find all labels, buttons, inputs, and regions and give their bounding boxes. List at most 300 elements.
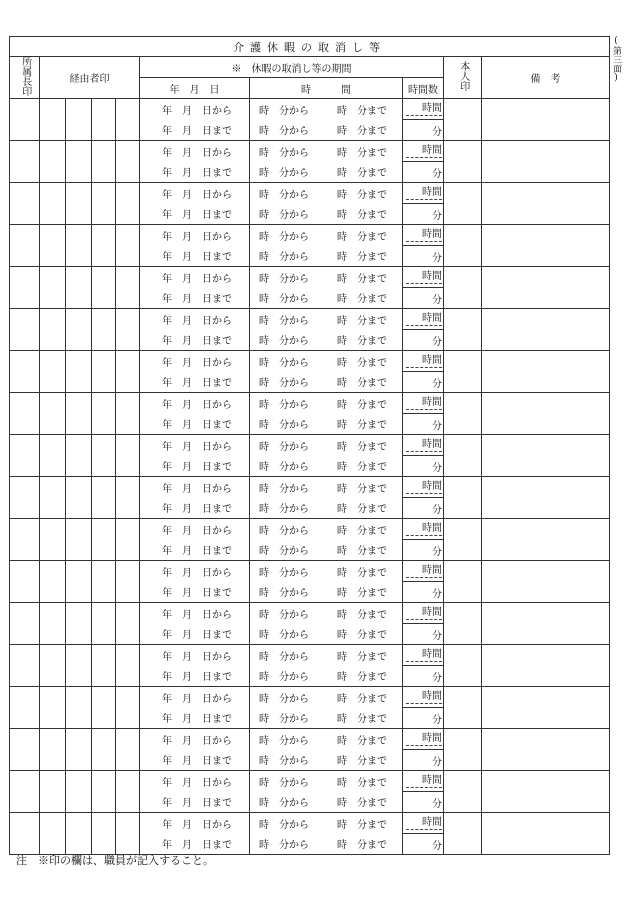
to-time-field-a[interactable]: 時 分まで	[337, 231, 387, 243]
time-range-from[interactable]	[250, 687, 403, 708]
time-range-from[interactable]	[250, 561, 403, 582]
from-date-field[interactable]: 年 月 日から	[140, 393, 250, 414]
from-time-field-b[interactable]: 時 分から	[259, 630, 309, 642]
time-range-to[interactable]	[250, 456, 403, 477]
to-date-field[interactable]: 年 月 日まで	[140, 834, 250, 855]
from-time-field[interactable]: 時 分から	[259, 525, 309, 537]
hours-field[interactable]	[403, 477, 444, 498]
honnin-seal-cell[interactable]	[444, 393, 482, 435]
shozoku-seal-cell[interactable]	[10, 813, 40, 855]
to-date-field[interactable]: 年 月 日まで	[140, 456, 250, 477]
from-time-field-b[interactable]: 時 分から	[259, 504, 309, 516]
shozoku-seal-cell[interactable]	[10, 729, 40, 771]
from-time-field-b[interactable]: 時 分から	[259, 168, 309, 180]
time-range-from[interactable]	[250, 351, 403, 372]
to-time-field[interactable]: 時 分まで	[337, 504, 387, 516]
hours-field[interactable]	[403, 99, 444, 120]
honnin-seal-cell[interactable]	[444, 603, 482, 645]
from-time-field[interactable]: 時 分から	[259, 693, 309, 705]
from-time-field-b[interactable]: 時 分から	[259, 336, 309, 348]
hours-field[interactable]	[403, 645, 444, 666]
minutes-field[interactable]: 分	[403, 288, 444, 309]
to-time-field[interactable]: 時 分まで	[337, 378, 387, 390]
keiyu-seal-cell-3[interactable]	[92, 351, 116, 393]
time-range-from[interactable]	[250, 771, 403, 792]
from-date-field[interactable]: 年 月 日から	[140, 267, 250, 288]
keiyu-seal-cell-2[interactable]	[66, 687, 92, 729]
from-time-field[interactable]: 時 分から	[259, 483, 309, 495]
to-time-field[interactable]: 時 分まで	[337, 168, 387, 180]
keiyu-seal-cell-2[interactable]	[66, 645, 92, 687]
keiyu-seal-cell-4[interactable]	[116, 141, 140, 183]
to-date-field[interactable]: 年 月 日まで	[140, 708, 250, 729]
honnin-seal-cell[interactable]	[444, 561, 482, 603]
from-date-field[interactable]: 年 月 日から	[140, 435, 250, 456]
keiyu-seal-cell-2[interactable]	[66, 267, 92, 309]
minutes-field[interactable]: 分	[403, 834, 444, 855]
shozoku-seal-cell[interactable]	[10, 435, 40, 477]
minutes-field[interactable]: 分	[403, 750, 444, 771]
to-date-field[interactable]: 年 月 日まで	[140, 246, 250, 267]
biko-cell[interactable]	[482, 183, 610, 225]
time-range-to[interactable]	[250, 288, 403, 309]
biko-cell[interactable]	[482, 267, 610, 309]
honnin-seal-cell[interactable]	[444, 477, 482, 519]
time-range-to[interactable]	[250, 624, 403, 645]
keiyu-seal-cell-4[interactable]	[116, 477, 140, 519]
from-time-field[interactable]: 時 分から	[259, 357, 309, 369]
to-date-field[interactable]: 年 月 日まで	[140, 372, 250, 393]
keiyu-seal-cell-1[interactable]	[40, 813, 66, 855]
minutes-field[interactable]: 分	[403, 120, 444, 141]
shozoku-seal-cell[interactable]	[10, 225, 40, 267]
minutes-field[interactable]: 分	[403, 372, 444, 393]
time-range-from[interactable]	[250, 729, 403, 750]
keiyu-seal-cell-2[interactable]	[66, 309, 92, 351]
keiyu-seal-cell-2[interactable]	[66, 99, 92, 141]
to-time-field[interactable]: 時 分まで	[337, 546, 387, 558]
keiyu-seal-cell-1[interactable]	[40, 225, 66, 267]
to-time-field[interactable]: 時 分まで	[337, 798, 387, 810]
biko-cell[interactable]	[482, 309, 610, 351]
keiyu-seal-cell-4[interactable]	[116, 729, 140, 771]
from-date-field[interactable]: 年 月 日から	[140, 561, 250, 582]
hours-field[interactable]	[403, 729, 444, 750]
shozoku-seal-cell[interactable]	[10, 561, 40, 603]
to-time-field[interactable]: 時 分まで	[337, 840, 387, 852]
from-time-field[interactable]: 時 分から	[259, 315, 309, 327]
shozoku-seal-cell[interactable]	[10, 393, 40, 435]
from-time-field[interactable]: 時 分から	[259, 441, 309, 453]
minutes-field[interactable]: 分	[403, 582, 444, 603]
time-range-to[interactable]	[250, 330, 403, 351]
time-range-to[interactable]	[250, 246, 403, 267]
biko-cell[interactable]	[482, 729, 610, 771]
from-time-field[interactable]: 時 分から	[259, 651, 309, 663]
shozoku-seal-cell[interactable]	[10, 351, 40, 393]
keiyu-seal-cell-1[interactable]	[40, 141, 66, 183]
keiyu-seal-cell-1[interactable]	[40, 687, 66, 729]
keiyu-seal-cell-4[interactable]	[116, 99, 140, 141]
time-range-to[interactable]	[250, 834, 403, 855]
keiyu-seal-cell-2[interactable]	[66, 225, 92, 267]
biko-cell[interactable]	[482, 687, 610, 729]
keiyu-seal-cell-2[interactable]	[66, 603, 92, 645]
hours-field[interactable]	[403, 351, 444, 372]
to-time-field-a[interactable]: 時 分まで	[337, 777, 387, 789]
hours-field[interactable]	[403, 183, 444, 204]
keiyu-seal-cell-4[interactable]	[116, 603, 140, 645]
keiyu-seal-cell-3[interactable]	[92, 183, 116, 225]
biko-cell[interactable]	[482, 351, 610, 393]
time-range-from[interactable]	[250, 393, 403, 414]
time-range-to[interactable]	[250, 498, 403, 519]
to-time-field[interactable]: 時 分まで	[337, 714, 387, 726]
to-date-field[interactable]: 年 月 日まで	[140, 666, 250, 687]
from-time-field-b[interactable]: 時 分から	[259, 210, 309, 222]
from-date-field[interactable]: 年 月 日から	[140, 771, 250, 792]
to-time-field-a[interactable]: 時 分まで	[337, 399, 387, 411]
to-date-field[interactable]: 年 月 日まで	[140, 288, 250, 309]
to-date-field[interactable]: 年 月 日まで	[140, 624, 250, 645]
to-time-field-a[interactable]: 時 分まで	[337, 651, 387, 663]
from-time-field-b[interactable]: 時 分から	[259, 588, 309, 600]
to-time-field-a[interactable]: 時 分まで	[337, 147, 387, 159]
keiyu-seal-cell-1[interactable]	[40, 519, 66, 561]
from-date-field[interactable]: 年 月 日から	[140, 687, 250, 708]
keiyu-seal-cell-1[interactable]	[40, 477, 66, 519]
honnin-seal-cell[interactable]	[444, 141, 482, 183]
from-time-field[interactable]: 時 分から	[259, 735, 309, 747]
honnin-seal-cell[interactable]	[444, 813, 482, 855]
keiyu-seal-cell-4[interactable]	[116, 813, 140, 855]
time-range-from[interactable]	[250, 603, 403, 624]
time-range-to[interactable]	[250, 666, 403, 687]
to-time-field-a[interactable]: 時 分まで	[337, 735, 387, 747]
keiyu-seal-cell-4[interactable]	[116, 183, 140, 225]
biko-cell[interactable]	[482, 477, 610, 519]
keiyu-seal-cell-1[interactable]	[40, 393, 66, 435]
keiyu-seal-cell-3[interactable]	[92, 561, 116, 603]
time-range-from[interactable]	[250, 645, 403, 666]
to-time-field-a[interactable]: 時 分まで	[337, 819, 387, 831]
keiyu-seal-cell-1[interactable]	[40, 561, 66, 603]
hours-field[interactable]	[403, 393, 444, 414]
minutes-field[interactable]: 分	[403, 708, 444, 729]
to-time-field-a[interactable]: 時 分まで	[337, 567, 387, 579]
to-date-field[interactable]: 年 月 日まで	[140, 162, 250, 183]
keiyu-seal-cell-1[interactable]	[40, 183, 66, 225]
time-range-from[interactable]	[250, 99, 403, 120]
time-range-to[interactable]	[250, 204, 403, 225]
to-time-field[interactable]: 時 分まで	[337, 630, 387, 642]
minutes-field[interactable]: 分	[403, 330, 444, 351]
biko-cell[interactable]	[482, 393, 610, 435]
keiyu-seal-cell-1[interactable]	[40, 645, 66, 687]
honnin-seal-cell[interactable]	[444, 267, 482, 309]
to-time-field-a[interactable]: 時 分まで	[337, 441, 387, 453]
from-date-field[interactable]: 年 月 日から	[140, 141, 250, 162]
minutes-field[interactable]: 分	[403, 456, 444, 477]
biko-cell[interactable]	[482, 813, 610, 855]
time-range-from[interactable]	[250, 309, 403, 330]
keiyu-seal-cell-2[interactable]	[66, 393, 92, 435]
shozoku-seal-cell[interactable]	[10, 603, 40, 645]
keiyu-seal-cell-1[interactable]	[40, 309, 66, 351]
from-time-field[interactable]: 時 分から	[259, 399, 309, 411]
minutes-field[interactable]: 分	[403, 246, 444, 267]
from-date-field[interactable]: 年 月 日から	[140, 351, 250, 372]
hours-field[interactable]	[403, 687, 444, 708]
keiyu-seal-cell-2[interactable]	[66, 141, 92, 183]
hours-field[interactable]	[403, 309, 444, 330]
minutes-field[interactable]: 分	[403, 204, 444, 225]
from-date-field[interactable]: 年 月 日から	[140, 603, 250, 624]
from-time-field-b[interactable]: 時 分から	[259, 756, 309, 768]
keiyu-seal-cell-3[interactable]	[92, 267, 116, 309]
to-date-field[interactable]: 年 月 日まで	[140, 750, 250, 771]
keiyu-seal-cell-1[interactable]	[40, 771, 66, 813]
from-date-field[interactable]: 年 月 日から	[140, 813, 250, 834]
from-time-field-b[interactable]: 時 分から	[259, 462, 309, 474]
to-time-field[interactable]: 時 分まで	[337, 420, 387, 432]
from-time-field[interactable]: 時 分から	[259, 189, 309, 201]
keiyu-seal-cell-3[interactable]	[92, 225, 116, 267]
honnin-seal-cell[interactable]	[444, 435, 482, 477]
from-time-field-b[interactable]: 時 分から	[259, 126, 309, 138]
keiyu-seal-cell-3[interactable]	[92, 813, 116, 855]
from-time-field[interactable]: 時 分から	[259, 147, 309, 159]
from-date-field[interactable]: 年 月 日から	[140, 729, 250, 750]
from-time-field-b[interactable]: 時 分から	[259, 252, 309, 264]
to-time-field[interactable]: 時 分まで	[337, 756, 387, 768]
from-time-field[interactable]: 時 分から	[259, 609, 309, 621]
keiyu-seal-cell-4[interactable]	[116, 771, 140, 813]
time-range-from[interactable]	[250, 225, 403, 246]
keiyu-seal-cell-1[interactable]	[40, 267, 66, 309]
from-date-field[interactable]: 年 月 日から	[140, 309, 250, 330]
shozoku-seal-cell[interactable]	[10, 771, 40, 813]
time-range-to[interactable]	[250, 120, 403, 141]
to-time-field[interactable]: 時 分まで	[337, 126, 387, 138]
to-time-field-a[interactable]: 時 分まで	[337, 483, 387, 495]
keiyu-seal-cell-4[interactable]	[116, 351, 140, 393]
to-time-field-a[interactable]: 時 分まで	[337, 315, 387, 327]
time-range-from[interactable]	[250, 267, 403, 288]
minutes-field[interactable]: 分	[403, 162, 444, 183]
time-range-from[interactable]	[250, 477, 403, 498]
keiyu-seal-cell-3[interactable]	[92, 477, 116, 519]
keiyu-seal-cell-1[interactable]	[40, 729, 66, 771]
to-date-field[interactable]: 年 月 日まで	[140, 540, 250, 561]
biko-cell[interactable]	[482, 771, 610, 813]
honnin-seal-cell[interactable]	[444, 351, 482, 393]
hours-field[interactable]	[403, 519, 444, 540]
to-time-field-a[interactable]: 時 分まで	[337, 693, 387, 705]
hours-field[interactable]	[403, 561, 444, 582]
from-date-field[interactable]: 年 月 日から	[140, 183, 250, 204]
to-date-field[interactable]: 年 月 日まで	[140, 414, 250, 435]
from-time-field-b[interactable]: 時 分から	[259, 294, 309, 306]
honnin-seal-cell[interactable]	[444, 99, 482, 141]
keiyu-seal-cell-1[interactable]	[40, 99, 66, 141]
keiyu-seal-cell-3[interactable]	[92, 309, 116, 351]
biko-cell[interactable]	[482, 561, 610, 603]
shozoku-seal-cell[interactable]	[10, 309, 40, 351]
honnin-seal-cell[interactable]	[444, 183, 482, 225]
shozoku-seal-cell[interactable]	[10, 477, 40, 519]
from-time-field[interactable]: 時 分から	[259, 105, 309, 117]
keiyu-seal-cell-4[interactable]	[116, 225, 140, 267]
to-time-field-a[interactable]: 時 分まで	[337, 525, 387, 537]
to-time-field[interactable]: 時 分まで	[337, 294, 387, 306]
time-range-to[interactable]	[250, 750, 403, 771]
keiyu-seal-cell-2[interactable]	[66, 351, 92, 393]
keiyu-seal-cell-3[interactable]	[92, 141, 116, 183]
keiyu-seal-cell-3[interactable]	[92, 771, 116, 813]
keiyu-seal-cell-2[interactable]	[66, 771, 92, 813]
biko-cell[interactable]	[482, 645, 610, 687]
keiyu-seal-cell-3[interactable]	[92, 435, 116, 477]
minutes-field[interactable]: 分	[403, 624, 444, 645]
biko-cell[interactable]	[482, 435, 610, 477]
to-date-field[interactable]: 年 月 日まで	[140, 792, 250, 813]
shozoku-seal-cell[interactable]	[10, 99, 40, 141]
from-time-field-b[interactable]: 時 分から	[259, 672, 309, 684]
minutes-field[interactable]: 分	[403, 666, 444, 687]
biko-cell[interactable]	[482, 603, 610, 645]
time-range-to[interactable]	[250, 792, 403, 813]
keiyu-seal-cell-3[interactable]	[92, 99, 116, 141]
minutes-field[interactable]: 分	[403, 414, 444, 435]
to-time-field-a[interactable]: 時 分まで	[337, 273, 387, 285]
time-range-from[interactable]	[250, 813, 403, 834]
keiyu-seal-cell-4[interactable]	[116, 519, 140, 561]
hours-field[interactable]	[403, 267, 444, 288]
keiyu-seal-cell-2[interactable]	[66, 813, 92, 855]
keiyu-seal-cell-1[interactable]	[40, 351, 66, 393]
keiyu-seal-cell-4[interactable]	[116, 435, 140, 477]
from-time-field[interactable]: 時 分から	[259, 819, 309, 831]
to-time-field-a[interactable]: 時 分まで	[337, 357, 387, 369]
biko-cell[interactable]	[482, 141, 610, 183]
keiyu-seal-cell-1[interactable]	[40, 435, 66, 477]
time-range-to[interactable]	[250, 582, 403, 603]
from-time-field[interactable]: 時 分から	[259, 231, 309, 243]
from-time-field-b[interactable]: 時 分から	[259, 840, 309, 852]
hours-field[interactable]	[403, 141, 444, 162]
to-date-field[interactable]: 年 月 日まで	[140, 204, 250, 225]
from-date-field[interactable]: 年 月 日から	[140, 99, 250, 120]
time-range-to[interactable]	[250, 540, 403, 561]
keiyu-seal-cell-4[interactable]	[116, 393, 140, 435]
honnin-seal-cell[interactable]	[444, 645, 482, 687]
honnin-seal-cell[interactable]	[444, 771, 482, 813]
keiyu-seal-cell-2[interactable]	[66, 477, 92, 519]
keiyu-seal-cell-3[interactable]	[92, 519, 116, 561]
shozoku-seal-cell[interactable]	[10, 267, 40, 309]
hours-field[interactable]	[403, 435, 444, 456]
time-range-to[interactable]	[250, 372, 403, 393]
keiyu-seal-cell-4[interactable]	[116, 645, 140, 687]
to-date-field[interactable]: 年 月 日まで	[140, 498, 250, 519]
from-time-field-b[interactable]: 時 分から	[259, 714, 309, 726]
time-range-from[interactable]	[250, 435, 403, 456]
honnin-seal-cell[interactable]	[444, 687, 482, 729]
minutes-field[interactable]: 分	[403, 792, 444, 813]
keiyu-seal-cell-2[interactable]	[66, 435, 92, 477]
honnin-seal-cell[interactable]	[444, 519, 482, 561]
honnin-seal-cell[interactable]	[444, 309, 482, 351]
hours-field[interactable]	[403, 771, 444, 792]
hours-field[interactable]	[403, 813, 444, 834]
time-range-to[interactable]	[250, 708, 403, 729]
from-date-field[interactable]: 年 月 日から	[140, 645, 250, 666]
keiyu-seal-cell-2[interactable]	[66, 561, 92, 603]
from-time-field-b[interactable]: 時 分から	[259, 546, 309, 558]
to-date-field[interactable]: 年 月 日まで	[140, 330, 250, 351]
keiyu-seal-cell-2[interactable]	[66, 183, 92, 225]
to-time-field[interactable]: 時 分まで	[337, 462, 387, 474]
from-time-field-b[interactable]: 時 分から	[259, 798, 309, 810]
keiyu-seal-cell-4[interactable]	[116, 267, 140, 309]
shozoku-seal-cell[interactable]	[10, 645, 40, 687]
to-time-field-a[interactable]: 時 分まで	[337, 609, 387, 621]
to-time-field[interactable]: 時 分まで	[337, 210, 387, 222]
shozoku-seal-cell[interactable]	[10, 519, 40, 561]
shozoku-seal-cell[interactable]	[10, 687, 40, 729]
from-date-field[interactable]: 年 月 日から	[140, 519, 250, 540]
to-time-field[interactable]: 時 分まで	[337, 252, 387, 264]
time-range-from[interactable]	[250, 519, 403, 540]
keiyu-seal-cell-3[interactable]	[92, 603, 116, 645]
minutes-field[interactable]: 分	[403, 540, 444, 561]
hours-field[interactable]	[403, 225, 444, 246]
keiyu-seal-cell-2[interactable]	[66, 519, 92, 561]
hours-field[interactable]	[403, 603, 444, 624]
shozoku-seal-cell[interactable]	[10, 141, 40, 183]
time-range-from[interactable]	[250, 183, 403, 204]
honnin-seal-cell[interactable]	[444, 225, 482, 267]
from-time-field[interactable]: 時 分から	[259, 777, 309, 789]
to-time-field[interactable]: 時 分まで	[337, 672, 387, 684]
biko-cell[interactable]	[482, 99, 610, 141]
keiyu-seal-cell-3[interactable]	[92, 687, 116, 729]
minutes-field[interactable]: 分	[403, 498, 444, 519]
from-time-field[interactable]: 時 分から	[259, 273, 309, 285]
from-time-field-b[interactable]: 時 分から	[259, 378, 309, 390]
from-time-field[interactable]: 時 分から	[259, 567, 309, 579]
keiyu-seal-cell-4[interactable]	[116, 561, 140, 603]
biko-cell[interactable]	[482, 519, 610, 561]
to-time-field[interactable]: 時 分まで	[337, 588, 387, 600]
keiyu-seal-cell-3[interactable]	[92, 645, 116, 687]
biko-cell[interactable]	[482, 225, 610, 267]
keiyu-seal-cell-3[interactable]	[92, 729, 116, 771]
keiyu-seal-cell-4[interactable]	[116, 309, 140, 351]
keiyu-seal-cell-4[interactable]	[116, 687, 140, 729]
time-range-to[interactable]	[250, 414, 403, 435]
from-date-field[interactable]: 年 月 日から	[140, 225, 250, 246]
time-range-from[interactable]	[250, 141, 403, 162]
honnin-seal-cell[interactable]	[444, 729, 482, 771]
keiyu-seal-cell-2[interactable]	[66, 729, 92, 771]
keiyu-seal-cell-3[interactable]	[92, 393, 116, 435]
to-time-field-a[interactable]: 時 分まで	[337, 189, 387, 201]
to-time-field-a[interactable]: 時 分まで	[337, 105, 387, 117]
keiyu-seal-cell-1[interactable]	[40, 603, 66, 645]
from-time-field-b[interactable]: 時 分から	[259, 420, 309, 432]
